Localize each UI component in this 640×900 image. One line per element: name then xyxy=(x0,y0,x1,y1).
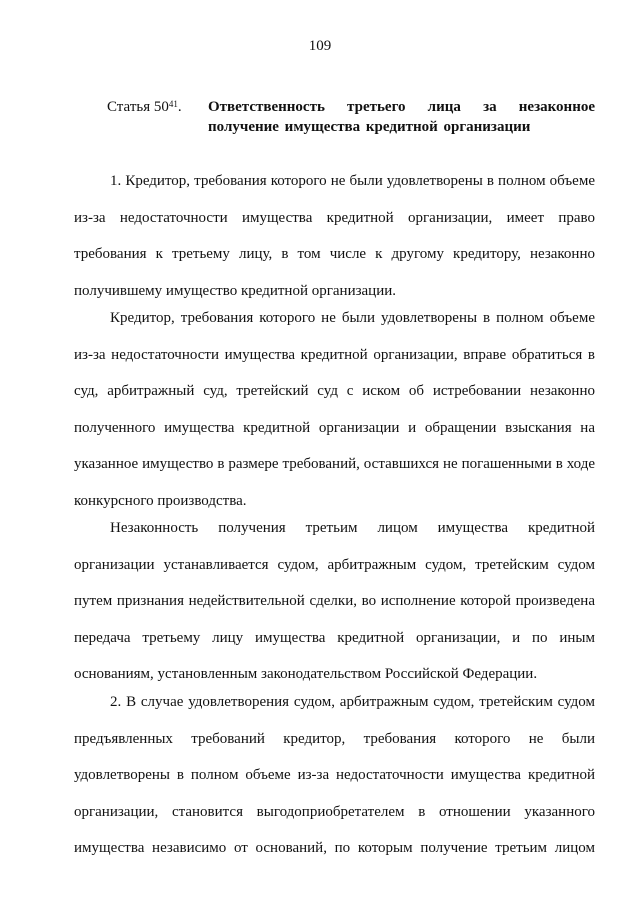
article-label-text: Статья 50 xyxy=(107,99,169,115)
paragraph-3: Незаконность получения третьим лицом имущества кредитной организации устанавливается судом, арбитражным судом, третейским судом путем признания недействительной сделки, во исполнение которой произведена передача третьему лицу имущества кредитной организации, и по иным основаниям, установленным законодательством Российской Федерации. xyxy=(74,520,595,682)
article-title: Ответственность третьего лица за незаконное получение имущества кредитной организации xyxy=(208,99,595,135)
page-number: 109 xyxy=(308,38,332,54)
paragraph-2: Кредитор, требования которого не были удовлетворены в полном объеме из-за недостаточности имущества кредитной организации, вправе обратиться в суд, арбитражный суд, третейский суд с иском об истребовании незаконно полученного имущества кредитной организации и обращении взыскания на указанное имущество в размере требований, оставшихся не погашенными в ходе конкурсного производства. xyxy=(74,310,595,509)
article-label xyxy=(107,97,182,117)
paragraph-4: 2. В случае удовлетворения судом, арбитражным судом, третейским судом предъявленных требований кредитор, требования которого не были удовлетворены в полном объеме из-за недостаточности имущества кредитной организации, становится выгодоприобретателем в отношении указанного имущества независимо от оснований, по которым получение третьим лицом xyxy=(74,694,595,856)
paragraph-1: 1. Кредитор, требования которого не были удовлетворены в полном объеме из-за недостаточности имущества кредитной организации, имеет право требования к третьему лицу, в том числе к другому кредитору, незаконно получившему имущество кредитной организации. xyxy=(74,173,595,299)
article-label-superscript: 41 xyxy=(168,99,178,109)
article-label-suffix: . xyxy=(177,99,182,115)
